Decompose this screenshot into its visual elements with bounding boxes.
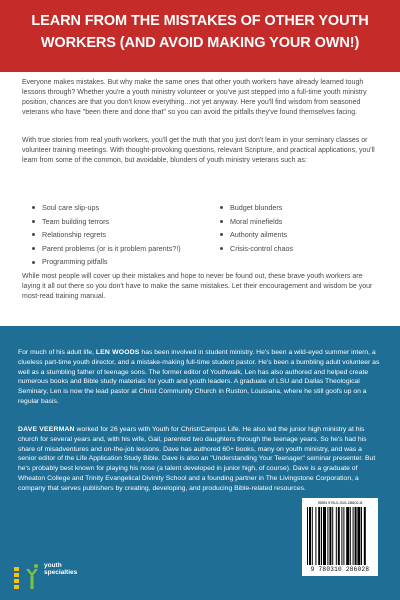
bullet-text: Parent problems (or is it problem parents?!) [42,243,181,253]
title-banner [0,0,400,72]
author-name: LEN WOODS [95,349,140,356]
intro-paragraph-1: Everyone makes mistakes. But why make the same ones that other youth workers have already learned tough lessons through? Whether you're a youth ministry volunteer or you've just stepped into a full-time youth ministry position, chances are that you don't know everything...not yet anyway. Here you'll find wisdom from seasoned veterans who have "been there and done that" so you can avoid the pitfalls they've found themselves facing. [22,79,367,117]
barcode-bar [350,507,351,565]
barcode-bar [341,507,342,565]
bullet-item [32,228,181,242]
bullet-text: Authority ailments [230,230,288,240]
barcode-icon [306,507,374,565]
author-bio-len-woods [18,348,382,407]
bullet-text: Moral minefields [230,216,283,226]
bullet-text: Budget blunders [230,203,283,212]
barcode-bar [312,507,313,565]
bullet-item [32,242,181,256]
barcode-bar [355,507,357,565]
barcode-bar [309,507,311,565]
bullet-item [32,255,181,269]
publisher-line-1: youth [44,562,62,569]
barcode-bar [338,507,340,565]
bullet-text: Programming pitfalls [42,257,108,267]
barcode-bar [343,507,344,565]
bullet-dot-icon [32,247,35,250]
bio-text: For much of his adult life, [18,349,96,356]
banner-title-line-2: WORKERS (AND AVOID MAKING YOUR OWN!) [40,35,360,51]
barcode-number: 9 780310 286028 [310,566,370,573]
barcode-bar [327,507,328,565]
barcode-bar [332,507,333,565]
bullet-item [220,215,293,229]
barcode-bar [315,507,316,565]
bullet-dot-icon [32,233,35,236]
barcode-bar [318,507,320,565]
author-bio-dave-veerman [18,425,382,494]
bullet-text: Team building terrors [42,216,110,226]
bullet-list-left [32,201,181,269]
logo-dot [34,564,38,568]
barcode-bar [364,507,366,565]
barcode-bar [346,507,349,565]
bullet-dot-icon [220,220,223,223]
bullet-dot-icon [32,261,35,264]
book-description [22,78,378,301]
logo-stripe [14,579,19,583]
barcode-bar [357,507,360,565]
bullet-item [220,242,293,256]
bullet-text: Crisis-control chaos [230,243,294,253]
author-name: DAVE VEERMAN [18,426,75,433]
bullet-text: Soul care slip-ups [42,203,100,212]
barcode-bar [323,507,326,565]
banner-title [6,10,394,54]
bio-text: has been involved in student ministry. He's been a wild-eyed summer intern, a clueless part-time youth director, and a mistake-making full-time student pastor. He's been a bumbling adult volunteer as well as a stumbling father of teenage sons. The former editor of Youthwalk, Len has also authored and helped create numerous books and Bible study materials for youth and youth leaders. A graduate of LSU and Dallas Theological Seminary, Len is now the lead pastor at Christ Community Church in Ruston, Louisiana, where he still goofs up on a regular basis. [18,349,380,405]
barcode-bar [307,507,308,565]
bullet-dot-icon [220,247,223,250]
banner-title-line-1: LEARN FROM THE MISTAKES OF OTHER YOUTH [31,13,369,29]
bullet-dot-icon [220,206,223,209]
barcode-box [302,498,378,576]
bullet-item [32,215,181,229]
logo-figure [31,576,34,589]
blunders-list [22,201,378,267]
logo-stripe [14,585,19,589]
bullet-text: Relationship regrets [42,230,106,240]
bullet-dot-icon [32,206,35,209]
barcode-bar [353,507,354,565]
bullet-dot-icon [220,233,223,236]
intro-paragraph-3: While most people will cover up their mistakes and hope to never be found out, these brave youth workers are laying it all out there so you don't have to make the same mistakes. Let their encouragement and wisdom be your most-read training manual. [22,273,373,301]
bio-text: worked for 26 years with Youth for Christ/Campus Life. He also led the junior high ministry at his church for several years and, with his wife, Gail, parented two daughters through the teenage years. So he's had his share of misadventures and on-the-job lessons. Dave has authored 60+ books, many on youth ministry, and was a senior editor of the Life Application Study Bible. Dave is also an "Understanding Your Teenager" seminar presenter. But he's probably best known for playing his nose (a talent developed in junior high, of course). Dave is a graduate of Wheaton College and Trinity Evangelical Divinity School and a founding partner in The Livingstone Corporation, a company that serves publishers by creating, developing, and producing Bible-related resources. [18,426,376,492]
logo-figure [26,569,38,577]
logo-stripe [14,573,19,577]
publisher-line-2: specialties [44,569,78,576]
publisher-name [44,562,77,576]
bullet-item [220,228,293,242]
bullet-item [220,201,293,215]
isbn-text: ISBN 978-0-310-28602-8 [317,500,363,505]
barcode-bar [329,507,331,565]
barcode-bar [336,507,337,565]
bullet-item [32,201,181,215]
intro-paragraph-2: With true stories from real youth workers, you'll get the truth that you just don't learn in your seminary classes or volunteer training meetings. With thought-provoking questions, relevant Scripture, and practical applications, you'll learn from some of the common, but avoidable, blunders of youth ministry veterans such as: [22,137,375,165]
barcode-bar [361,507,362,565]
logo-stripe [14,567,19,571]
bullet-dot-icon [32,220,35,223]
barcode-bar [321,507,322,565]
bullet-list-right [220,201,293,255]
